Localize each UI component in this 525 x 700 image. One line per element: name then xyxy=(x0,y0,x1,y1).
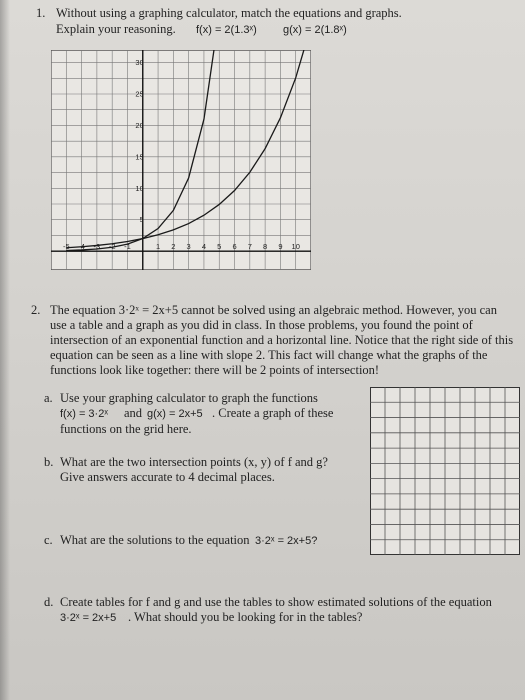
q2b-line2: Give answers accurate to 4 decimal places. xyxy=(60,470,275,484)
q2d-line2-rest: . What should you be looking for in the tables? xyxy=(128,610,363,624)
page-edge-shadow xyxy=(0,0,10,700)
q2c-label: c. xyxy=(44,533,53,547)
q2a-line2-rest: . Create a graph of these xyxy=(212,406,334,420)
x-tick-label: -5 xyxy=(62,242,70,252)
q1-prompt-line1: Without using a graphing calculator, match the equations and graphs. xyxy=(56,6,402,20)
x-tick-label: 9 xyxy=(278,242,283,252)
q2c-line1: What are the solutions to the equation xyxy=(60,533,250,547)
y-tick-label: 30 xyxy=(135,58,144,68)
x-tick-label: 8 xyxy=(263,242,268,252)
y-tick-label: 10 xyxy=(135,183,144,193)
y-tick-label: 20 xyxy=(135,120,144,130)
q2b-line1: What are the two intersection points (x, y) of f and g? xyxy=(60,455,328,469)
q2a-label: a. xyxy=(44,391,53,405)
x-tick-label: -3 xyxy=(93,242,101,252)
q2-intro-line2: use a table and a graph as you did in class. In those problems, you found the point of xyxy=(50,318,473,332)
q1-prompt-line2: Explain your reasoning. xyxy=(56,22,176,36)
y-tick-label: 5 xyxy=(139,215,144,225)
q2d-line1: Create tables for f and g and use the tables to show estimated solutions of the equation xyxy=(60,595,492,609)
q2-intro-line3: intersection of an exponential function and a horizontal line. Notice that the right side of this xyxy=(50,333,514,347)
q2c-equation: 3·2ˣ = 2x+5? xyxy=(255,535,318,547)
x-tick-label: 5 xyxy=(217,242,222,252)
q2b-label: b. xyxy=(44,455,54,469)
q2-number: 2. xyxy=(31,303,41,317)
x-tick-label: 3 xyxy=(186,242,191,252)
q2-answer-grid xyxy=(370,387,520,555)
x-tick-label: 7 xyxy=(247,242,252,252)
graph-frame xyxy=(51,50,311,270)
q2d-label: d. xyxy=(44,595,54,609)
y-tick-label: 25 xyxy=(135,89,144,99)
x-tick-label: -1 xyxy=(124,242,131,252)
q2-intro-line1: The equation 3·2ˣ = 2x+5 cannot be solved using an algebraic method. However, you can xyxy=(50,303,497,317)
q1-f-equation: f(x) = 2(1.3ˣ) xyxy=(196,24,257,36)
q2a-g-definition: g(x) = 2x+5 xyxy=(147,408,203,420)
q1-number: 1. xyxy=(36,6,46,20)
x-tick-label: 1 xyxy=(155,242,161,252)
q2a-line1: Use your graphing calculator to graph the functions xyxy=(60,391,318,405)
q2a-f-definition: f(x) = 3·2ˣ xyxy=(60,408,108,420)
x-tick-label: 10 xyxy=(291,242,300,252)
q1-graph xyxy=(51,50,311,270)
x-tick-label: 6 xyxy=(232,242,237,252)
x-tick-label: -4 xyxy=(78,242,85,252)
y-tick-label: 15 xyxy=(135,152,144,162)
q2d-equation: 3·2ˣ = 2x+5 xyxy=(60,612,117,624)
x-tick-label: -2 xyxy=(108,242,116,252)
q2-intro-line5: functions look like together: there will be 2 points of intersection! xyxy=(50,363,380,377)
q2a-and: and xyxy=(124,406,143,420)
q2-intro-line4: equation can be seen as a line with slope 2. This fact will change what the graphs of the xyxy=(50,348,488,362)
q2a-line3: functions on the grid here. xyxy=(60,422,192,436)
x-tick-label: 2 xyxy=(171,242,176,252)
q1-g-equation: g(x) = 2(1.8ˣ) xyxy=(283,24,347,36)
x-tick-label: 4 xyxy=(201,242,207,252)
